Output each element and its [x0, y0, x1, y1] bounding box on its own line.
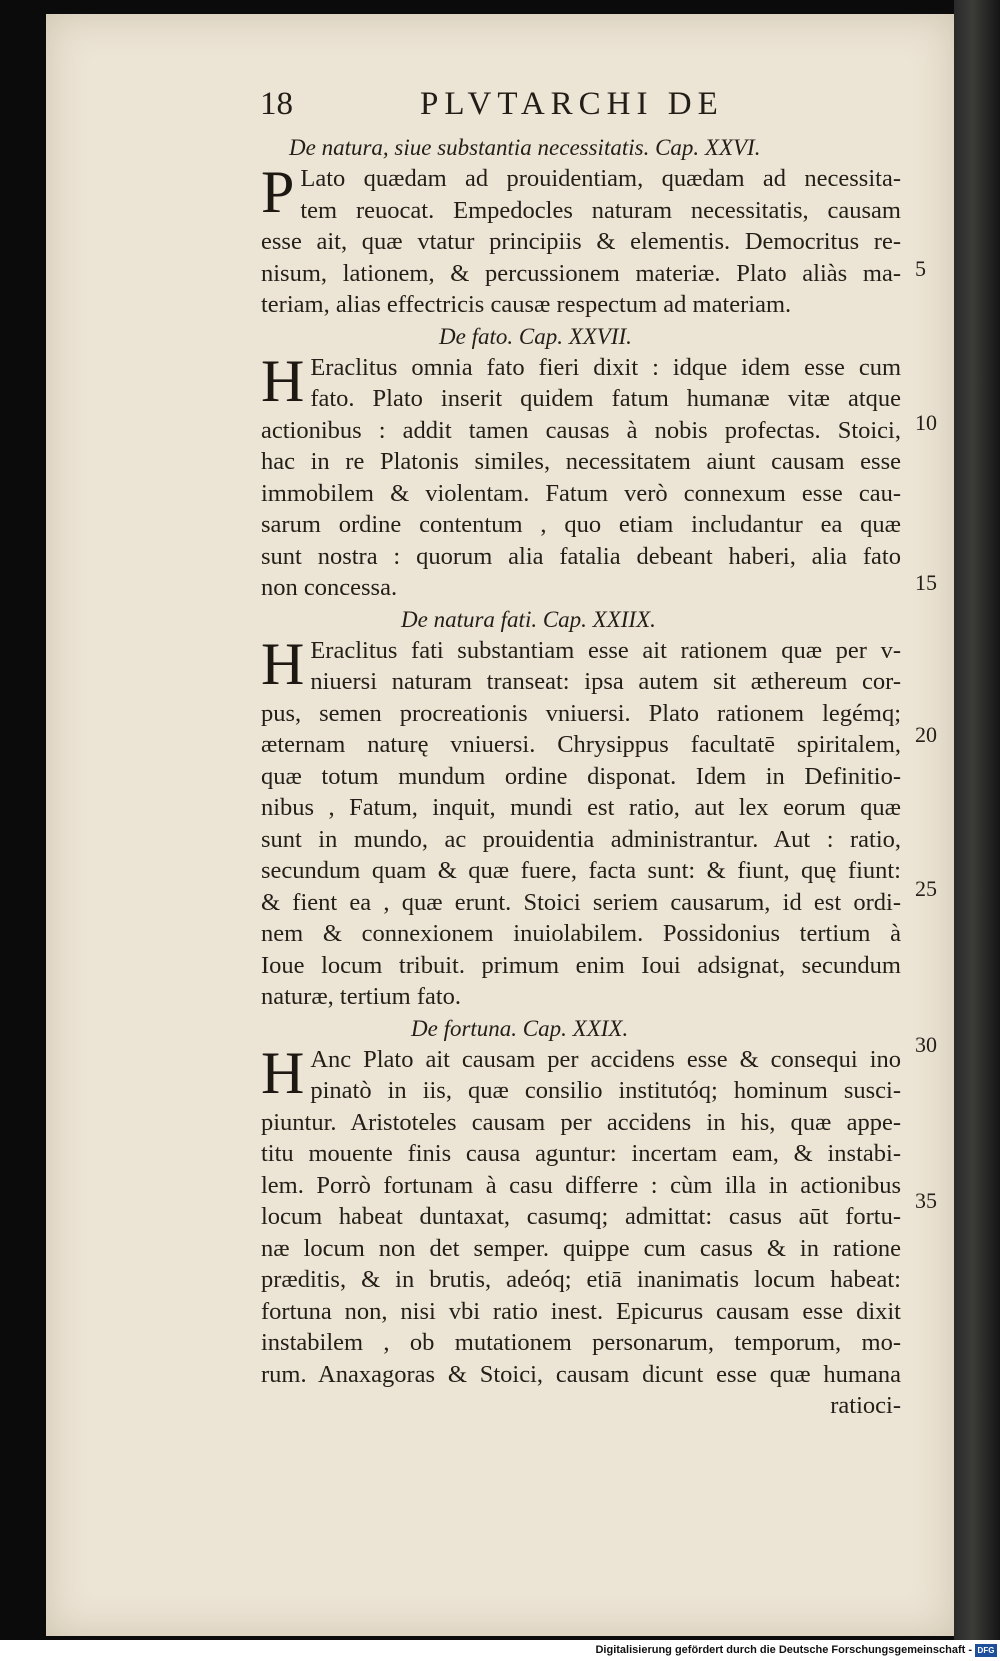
- digitization-credit-bar: [0, 1640, 1000, 1661]
- drop-initial: P: [261, 159, 295, 225]
- text-line: sunt in mundo, ac prouidentia administrantur. Aut : ratio,: [261, 825, 901, 853]
- text-line: Eraclitus fati substantiam esse ait rationem quæ per v-: [310, 636, 901, 664]
- section-cap-26: [261, 132, 901, 321]
- text-line: nisum, lationem, & percussionem materiæ. Plato aliàs ma-: [261, 259, 901, 287]
- margin-line-number: 10: [915, 410, 937, 435]
- text-line: instabilem , ob mutationem personarum, temporum, mo-: [261, 1329, 901, 1356]
- text-line: titu mouente finis causa aguntur: incertam eam, & instabi-: [261, 1140, 901, 1167]
- text-line: næ locum non det semper. quippe cum casus & in ratione: [261, 1234, 901, 1262]
- text-line: Anc Plato ait causam per accidens esse & consequi ino: [310, 1045, 901, 1073]
- text-line: hac in re Platonis similes, necessitatem aiunt causam esse: [261, 448, 901, 475]
- book-edge: [954, 0, 1000, 1640]
- text-line: rum. Anaxagoras & Stoici, causam dicunt esse quæ humana: [261, 1360, 901, 1388]
- text-line: pinatò in iis, quæ consilio institutóq; hominum susci-: [310, 1077, 901, 1104]
- text-column: [261, 132, 901, 1422]
- section-cap-28: [261, 604, 901, 1013]
- text-line: sarum ordine contentum , quo etiam includantur ea quæ: [261, 511, 901, 538]
- margin-line-number: 20: [915, 722, 937, 747]
- margin-line-number: 15: [915, 570, 937, 595]
- text-line: lem. Porrò fortunam à casu differre : cùm illa in actionibus: [261, 1171, 901, 1199]
- text-line: teriam, alias effectricis causæ respectum ad materiam.: [261, 291, 792, 318]
- text-line: Ioue locum tribuit. primum enim Ioui adsignat, secundum: [261, 951, 901, 979]
- chapter-heading: De natura fati. Cap. XXIIX.: [401, 606, 656, 632]
- text-line: niuersi naturam transeat: ipsa autem sit æthereum cor-: [310, 668, 901, 695]
- text-line: actionibus : addit tamen causas à nobis profectas. Stoici,: [261, 416, 901, 444]
- text-line: non concessa.: [261, 574, 398, 601]
- text-line: quæ totum mundum ordine disponat. Idem in Definitio-: [261, 762, 901, 790]
- text-line: & fient ea , quæ erunt. Stoici seriem causarum, id est ordi-: [261, 888, 901, 916]
- catchword: ratioci-: [830, 1392, 901, 1419]
- text-line: secundum quam & quæ fuere, facta sunt: & fiunt, quę fiunt:: [261, 857, 901, 884]
- margin-line-numbers: [915, 0, 955, 1640]
- text-line: æternam naturę vniuersi. Chrysippus facultatē spiritalem,: [261, 731, 901, 758]
- margin-line-number: 5: [915, 256, 926, 281]
- drop-initial: H: [261, 1039, 305, 1106]
- page-number: 18: [260, 86, 293, 122]
- dfg-logo: DFG: [975, 1644, 997, 1657]
- page-header: [260, 86, 960, 126]
- section-cap-27: [261, 321, 901, 604]
- margin-line-number: 30: [915, 1032, 937, 1057]
- text-line: fortuna non, nisi vbi ratio inest. Epicurus causam esse dixit: [261, 1297, 901, 1325]
- chapter-heading: De fortuna. Cap. XXIX.: [411, 1015, 629, 1041]
- drop-initial: H: [261, 347, 305, 414]
- text-line: tem reuocat. Empedocles naturam necessitatis, causam: [300, 196, 901, 224]
- chapter-heading: De fato. Cap. XXVII.: [439, 323, 632, 349]
- section-cap-29: [261, 1013, 901, 1422]
- running-title: PLVTARCHI DE: [420, 86, 724, 122]
- text-line: piuntur. Aristoteles causam per accidens in his, quæ appe-: [261, 1108, 901, 1136]
- text-line: esse ait, quæ vtatur principiis & elementis. Democritus re-: [261, 228, 901, 255]
- margin-line-number: 35: [915, 1188, 937, 1213]
- text-line: naturæ, tertium fato.: [261, 983, 462, 1010]
- text-line: sunt nostra : quorum alia fatalia debeant haberi, alia fato: [261, 542, 901, 570]
- text-line: locum habeat duntaxat, casumq; admittat: casus aūt fortu-: [261, 1203, 901, 1230]
- text-line: pus, semen procreationis vniuersi. Plato rationem legémq;: [261, 699, 901, 727]
- text-line: fato. Plato inserit quidem fatum humanæ vitæ atque: [310, 385, 901, 412]
- text-line: Lato quædam ad prouidentiam, quædam ad necessita-: [300, 165, 901, 192]
- text-line: nem & connexionem inuiolabilem. Possidonius tertium à: [261, 920, 901, 947]
- text-line: præditis, & in brutis, adeóq; etiā inanimatis locum habeat:: [261, 1266, 901, 1293]
- margin-line-number: 25: [915, 876, 937, 901]
- text-line: Eraclitus omnia fato fieri dixit : idque idem esse cum: [310, 353, 901, 381]
- chapter-heading: De natura, siue substantia necessitatis. Cap. XXVI.: [289, 135, 761, 160]
- text-line: nibus , Fatum, inquit, mundi est ratio, aut lex eorum quæ: [261, 794, 901, 821]
- text-line: immobilem & violentam. Fatum verò connexum esse cau-: [261, 479, 901, 507]
- drop-initial: H: [261, 630, 305, 697]
- credit-text: Digitalisierung gefördert durch die Deutsche Forschungsgemeinschaft -: [595, 1644, 972, 1656]
